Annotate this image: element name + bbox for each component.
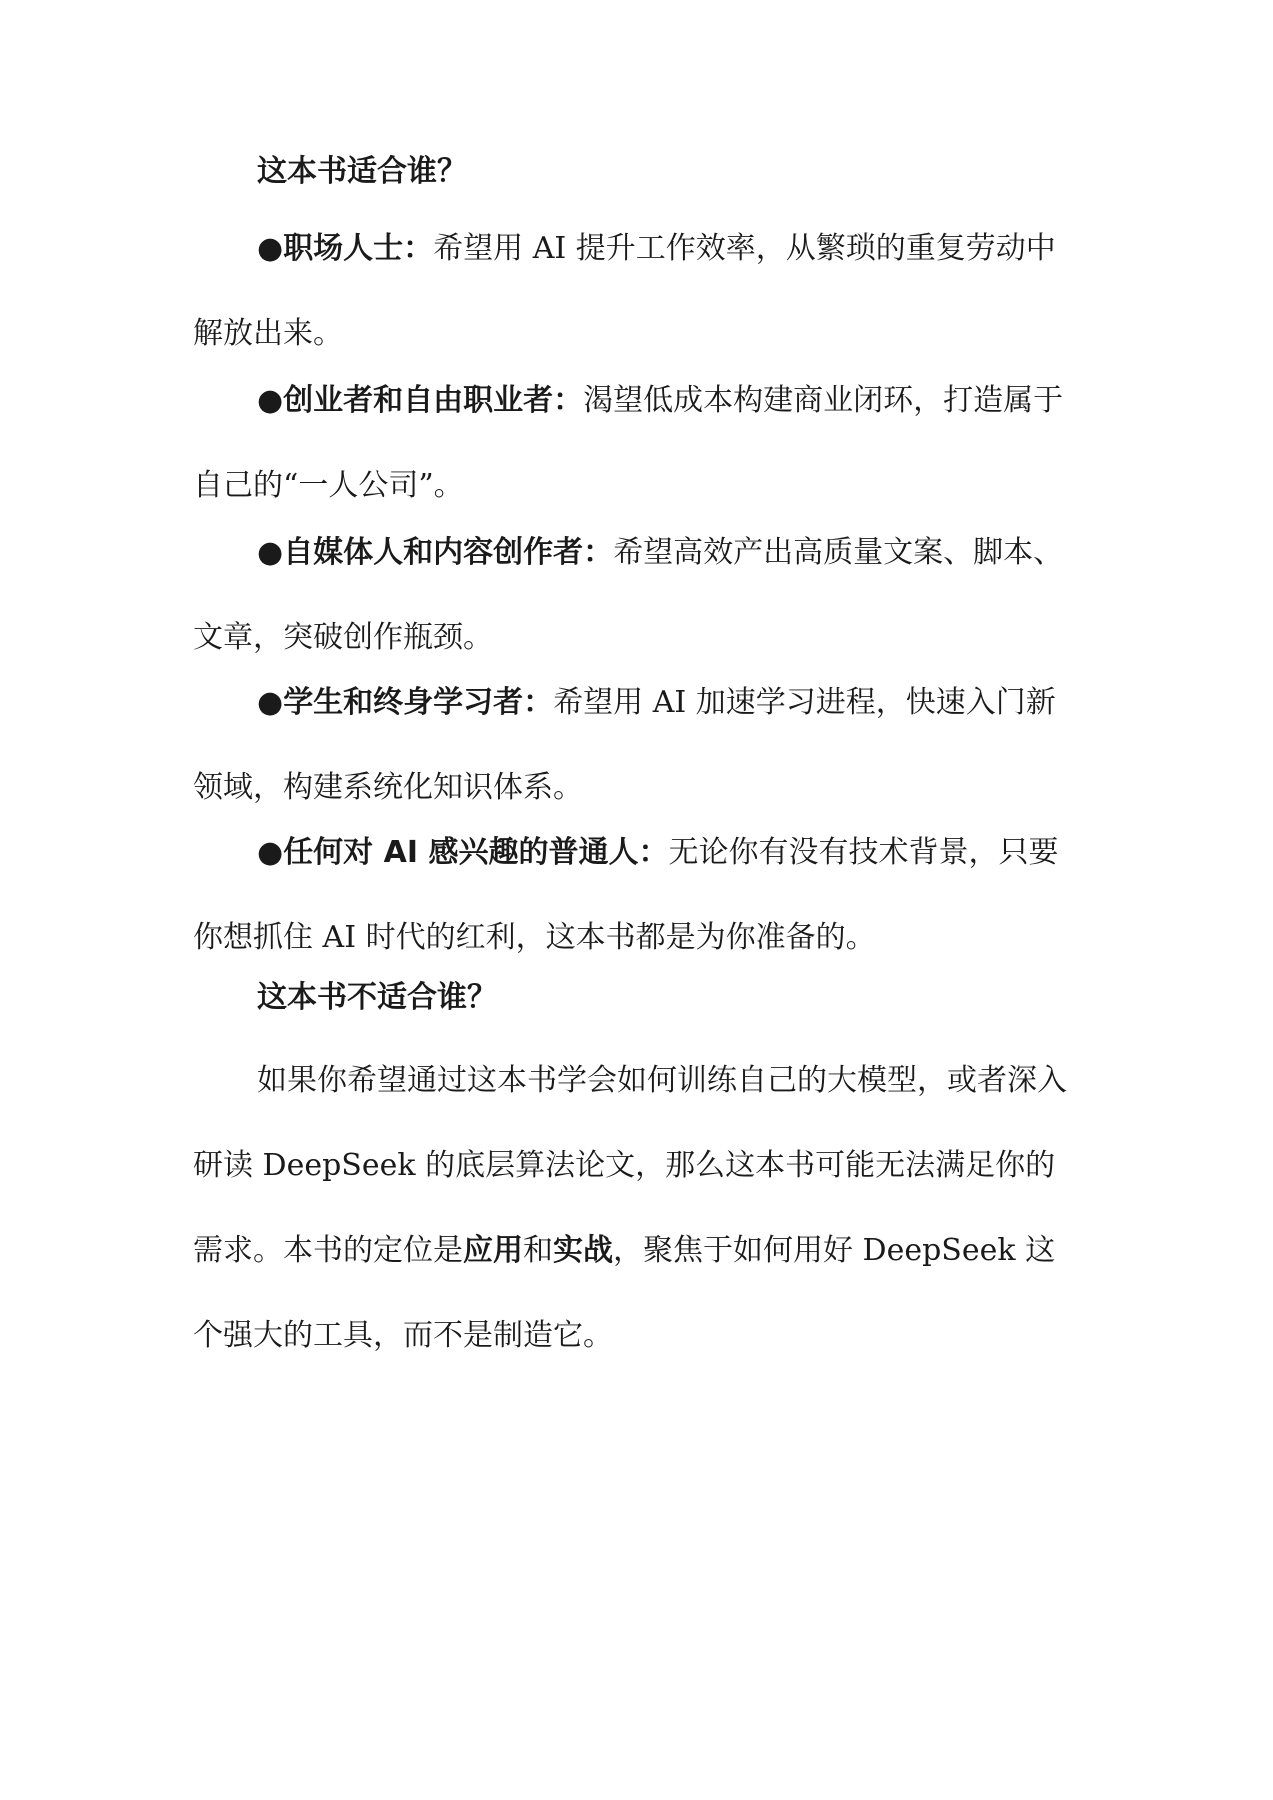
item-text: 希望高效产出高质量文案、脚本、文章，突破创作瓶颈。 bbox=[193, 535, 1064, 655]
emphasis-practice: 实战 bbox=[553, 1233, 613, 1268]
item-text: 希望用 AI 提升工作效率，从繁琐的重复劳动中解放出来。 bbox=[193, 231, 1056, 351]
body-paragraph-unsuitable bbox=[193, 1038, 1083, 1378]
list-item-entrepreneurs bbox=[193, 358, 1083, 528]
section-heading-suitable: 这本书适合谁？ bbox=[257, 154, 467, 189]
list-item-learners bbox=[193, 660, 1083, 830]
item-text: 希望用 AI 加速学习进程，快速入门新领域，构建系统化知识体系。 bbox=[193, 685, 1056, 805]
bullet-icon: ● bbox=[257, 685, 284, 720]
bullet-icon: ● bbox=[257, 535, 284, 570]
emphasis-application: 应用 bbox=[463, 1233, 523, 1268]
item-text: 无论你有没有技术背景，只要你想抓住 AI 时代的红利，这本书都是为你准备的。 bbox=[193, 835, 1059, 955]
bullet-icon: ● bbox=[257, 835, 284, 870]
item-label: 职场人士： bbox=[283, 231, 434, 266]
section-heading-unsuitable: 这本书不适合谁？ bbox=[257, 980, 497, 1015]
item-label: 学生和终身学习者： bbox=[283, 685, 554, 720]
paragraph-text: ，聚焦于如何用好 DeepSeek 这个强大的工具，而不是制造它。 bbox=[193, 1233, 1056, 1353]
paragraph-text: 和 bbox=[523, 1233, 553, 1268]
item-label: 自媒体人和内容创作者： bbox=[283, 535, 614, 570]
bullet-icon: ● bbox=[257, 383, 284, 418]
item-text: 渴望低成本构建商业闭环，打造属于自己的“一人公司”。 bbox=[193, 383, 1064, 503]
bullet-icon: ● bbox=[257, 231, 284, 266]
paragraph-text: 如果你希望通过这本书学会如何训练自己的大模型，或者深入研读 DeepSeek 的底层算法论文，那么这本书可能无法满足你的需求。本书的定位是 bbox=[193, 1063, 1067, 1268]
list-item-creators bbox=[193, 510, 1083, 680]
item-label: 创业者和自由职业者： bbox=[283, 383, 584, 418]
item-label: 任何对 AI 感兴趣的普通人： bbox=[283, 835, 669, 870]
list-item-professionals bbox=[193, 206, 1083, 376]
list-item-general-public bbox=[193, 810, 1083, 980]
